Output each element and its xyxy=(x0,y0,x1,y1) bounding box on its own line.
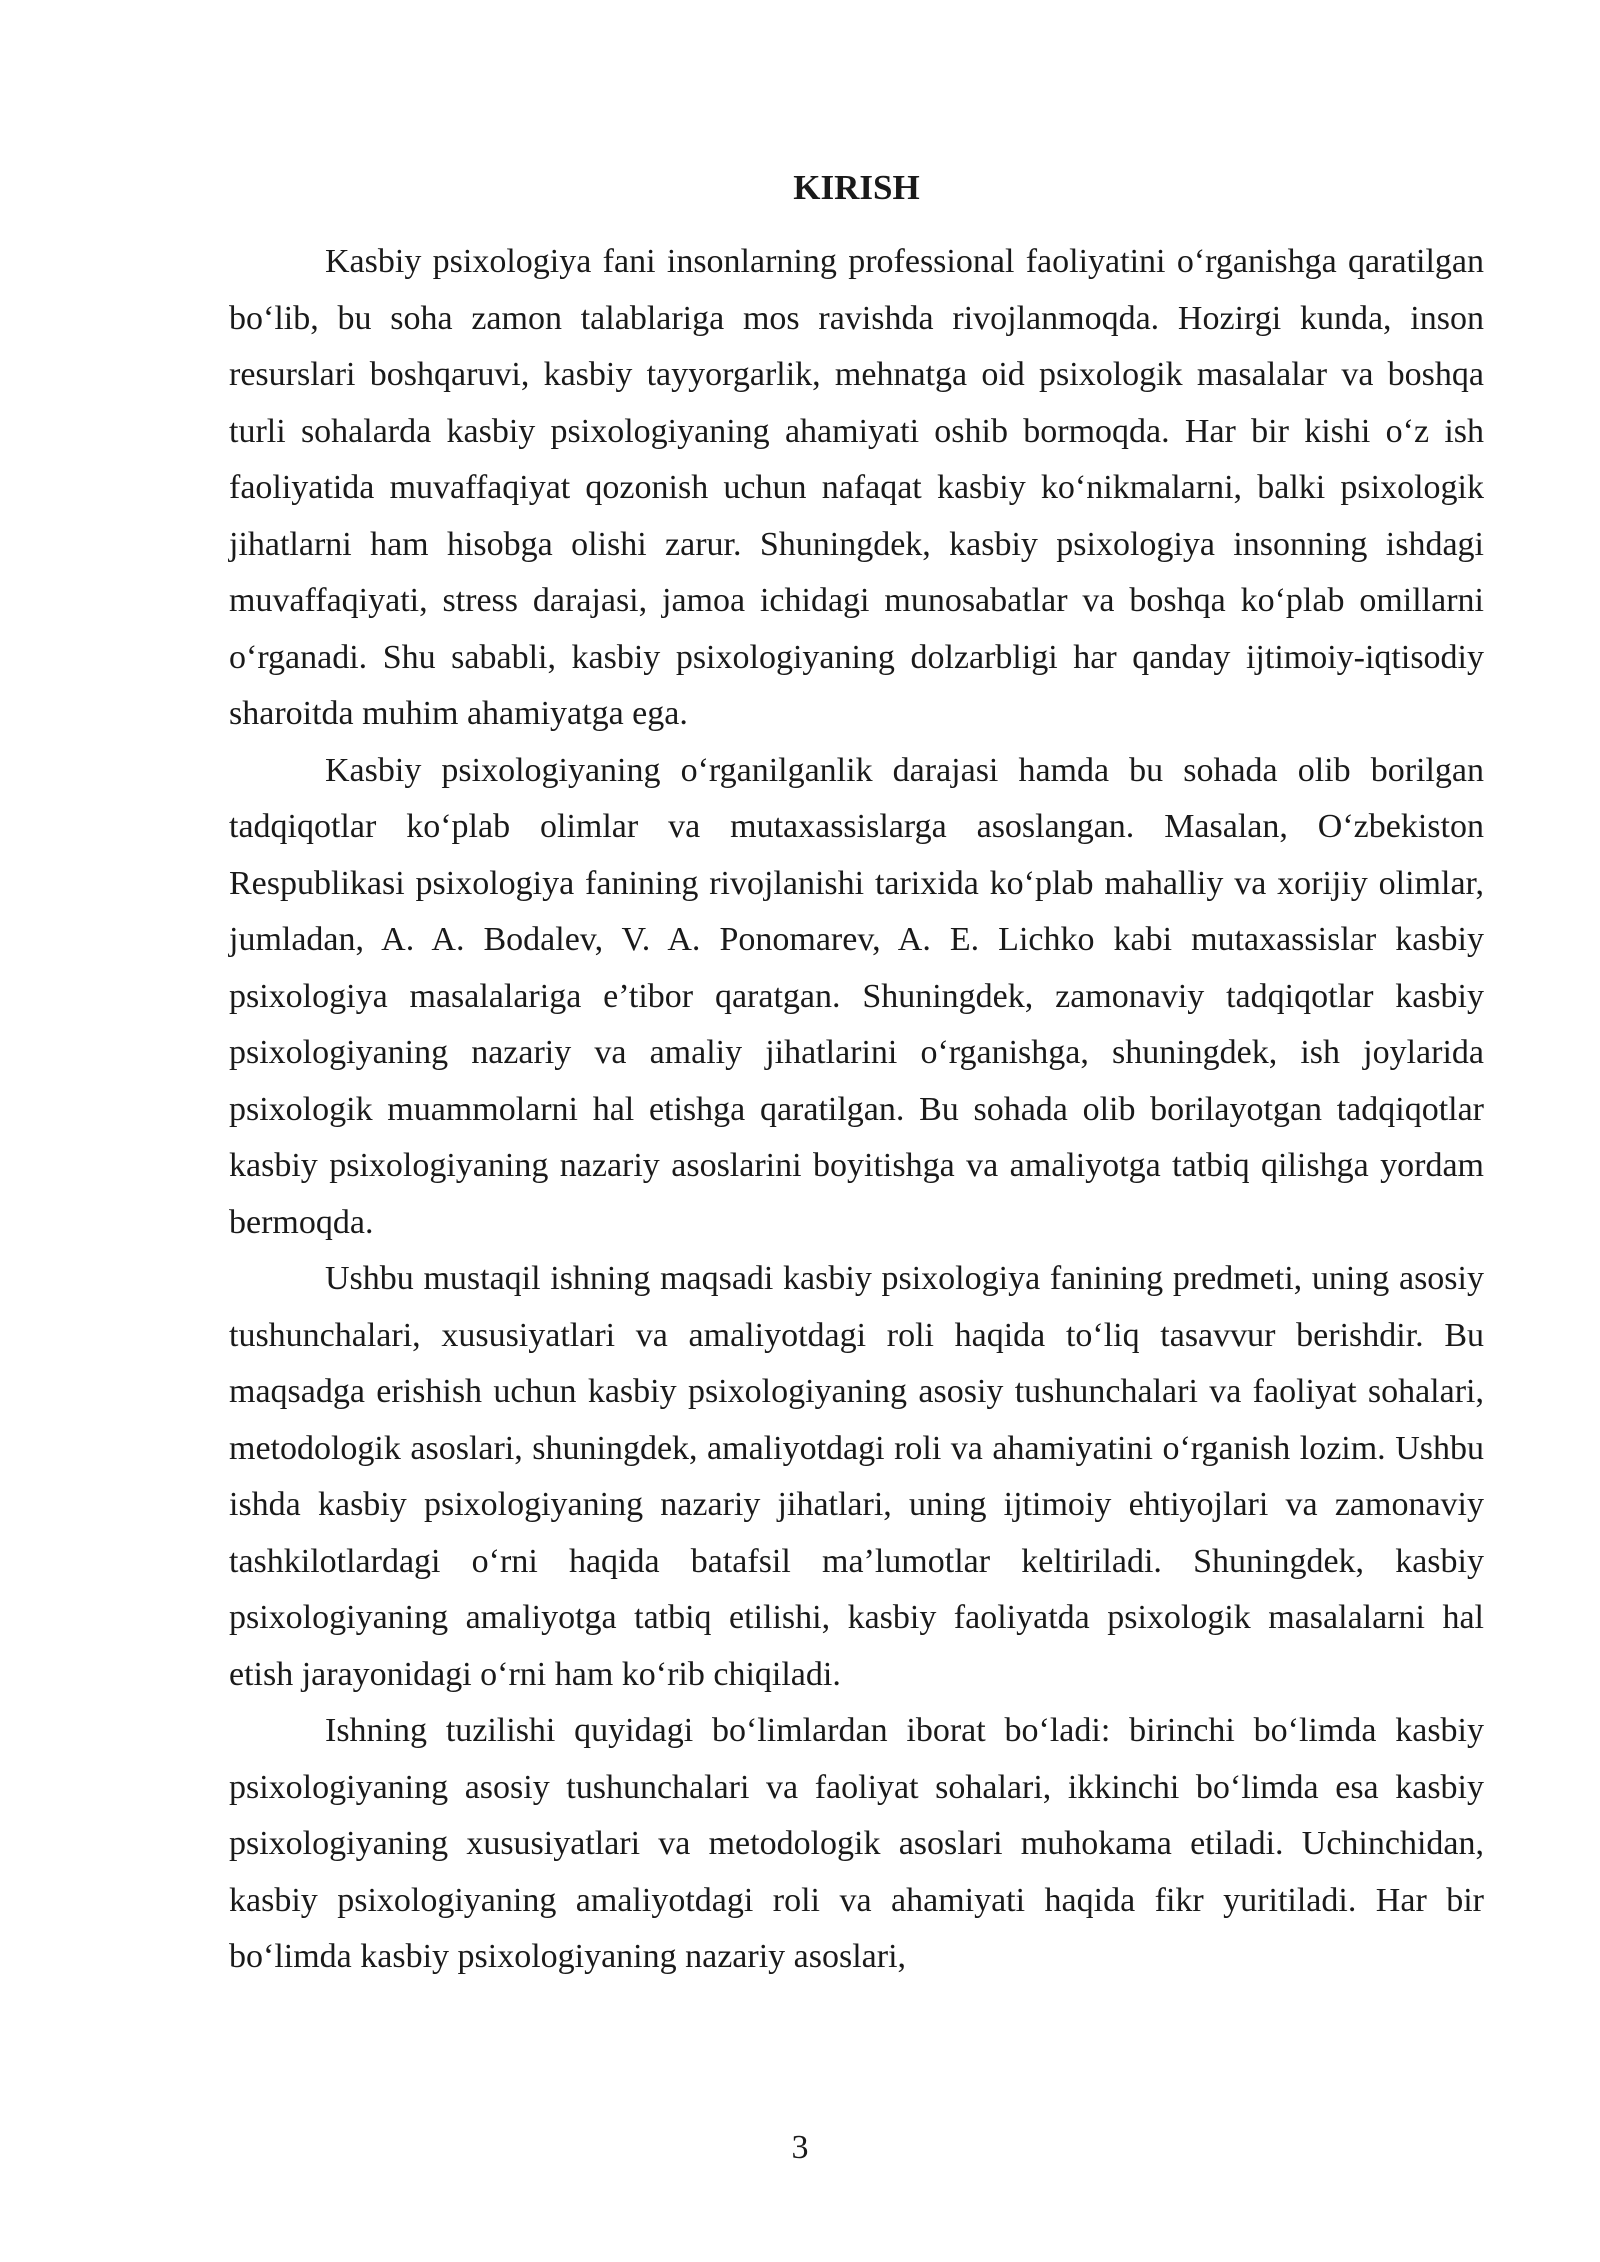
paragraph-structure: Ishning tuzilishi quyidagi bo‘limlardan iborat bo‘ladi: birinchi bo‘limda kasbiy psixologiyaning asosiy tushunchalari va faoliyat sohalari, ikkinchi bo‘limda esa kasbiy psixologiyaning xususiyatlari va metodologik asoslari muhokama etiladi. Uchinchidan, kasbiy psixologiyaning amaliyotdagi roli va ahamiyati haqida fikr yuritiladi. Har bir bo‘limda kasbiy psixologiyaning nazariy asoslari, xyxy=(229,1712,1484,1975)
section-heading: KIRISH xyxy=(793,168,920,207)
paragraph-intro: Kasbiy psixologiya fani insonlarning professional faoliyatini o‘rganishga qaratilgan bo‘lib, bu soha zamon talablariga mos ravishda rivojlanmoqda. Hozirgi kunda, inson resurslari boshqaruvi, kasbiy tayyorgarlik, mehnatga oid psixologik masalalar va boshqa turli sohalarda kasbiy psixologiyaning ahamiyati oshib bormoqda. Har bir kishi o‘z ish faoliyatida muvaffaqiyat qozonish uchun nafaqat kasbiy ko‘nikmalarni, balki psixologik jihatlarni ham hisobga olishi zarur. Shuningdek, kasbiy psixologiya insonning ishdagi muvaffaqiyati, stress darajasi, jamoa ichidagi munosabatlar va boshqa ko‘plab omillarni o‘rganadi. Shu sababli, kasbiy psixologiyaning dolzarbligi har qanday ijtimoiy-iqtisodiy sharoitda muhim ahamiyatga ega. xyxy=(229,243,1484,732)
page-number: 3 xyxy=(791,2129,809,2166)
page-content xyxy=(229,160,1484,1986)
paragraph-research-level: Kasbiy psixologiyaning o‘rganilganlik darajasi hamda bu sohada olib borilgan tadqiqotlar ko‘plab olimlar va mutaxassislarga asoslangan. Masalan, O‘zbekiston Respublikasi psixologiya fanining rivojlanishi tarixida ko‘plab mahalliy va xorijiy olimlar, jumladan, A. A. Bodalev, V. A. Ponomarev, A. E. Lichko kabi mutaxassislar kasbiy psixologiya masalalariga e’tibor qaratgan. Shuningdek, zamonaviy tadqiqotlar kasbiy psixologiyaning nazariy va amaliy jihatlarini o‘rganishga, shuningdek, ish joylarida psixologik muammolarni hal etishga qaratilgan. Bu sohada olib borilayotgan tadqiqotlar kasbiy psixologiyaning nazariy asoslarini boyitishga va amaliyotga tatbiq qilishga yordam bermoqda. xyxy=(229,751,1484,1241)
paragraph-goal: Ushbu mustaqil ishning maqsadi kasbiy psixologiya fanining predmeti, uning asosiy tushunchalari, xususiyatlari va amaliyotdagi roli haqida to‘liq tasavvur berishdir. Bu maqsadga erishish uchun kasbiy psixologiyaning asosiy tushunchalari va faoliyat sohalari, metodologik asoslari, shuningdek, amaliyotdagi roli va ahamiyatini o‘rganish lozim. Ushbu ishda kasbiy psixologiyaning nazariy jihatlari, uning ijtimoiy ehtiyojlari va zamonaviy tashkilotlardagi o‘rni haqida batafsil ma’lumotlar keltiriladi. Shuningdek, kasbiy psixologiyaning amaliyotga tatbiq etilishi, kasbiy faoliyatda psixologik masalalarni hal etish jarayonidagi o‘rni ham ko‘rib chiqiladi. xyxy=(229,1260,1484,1693)
